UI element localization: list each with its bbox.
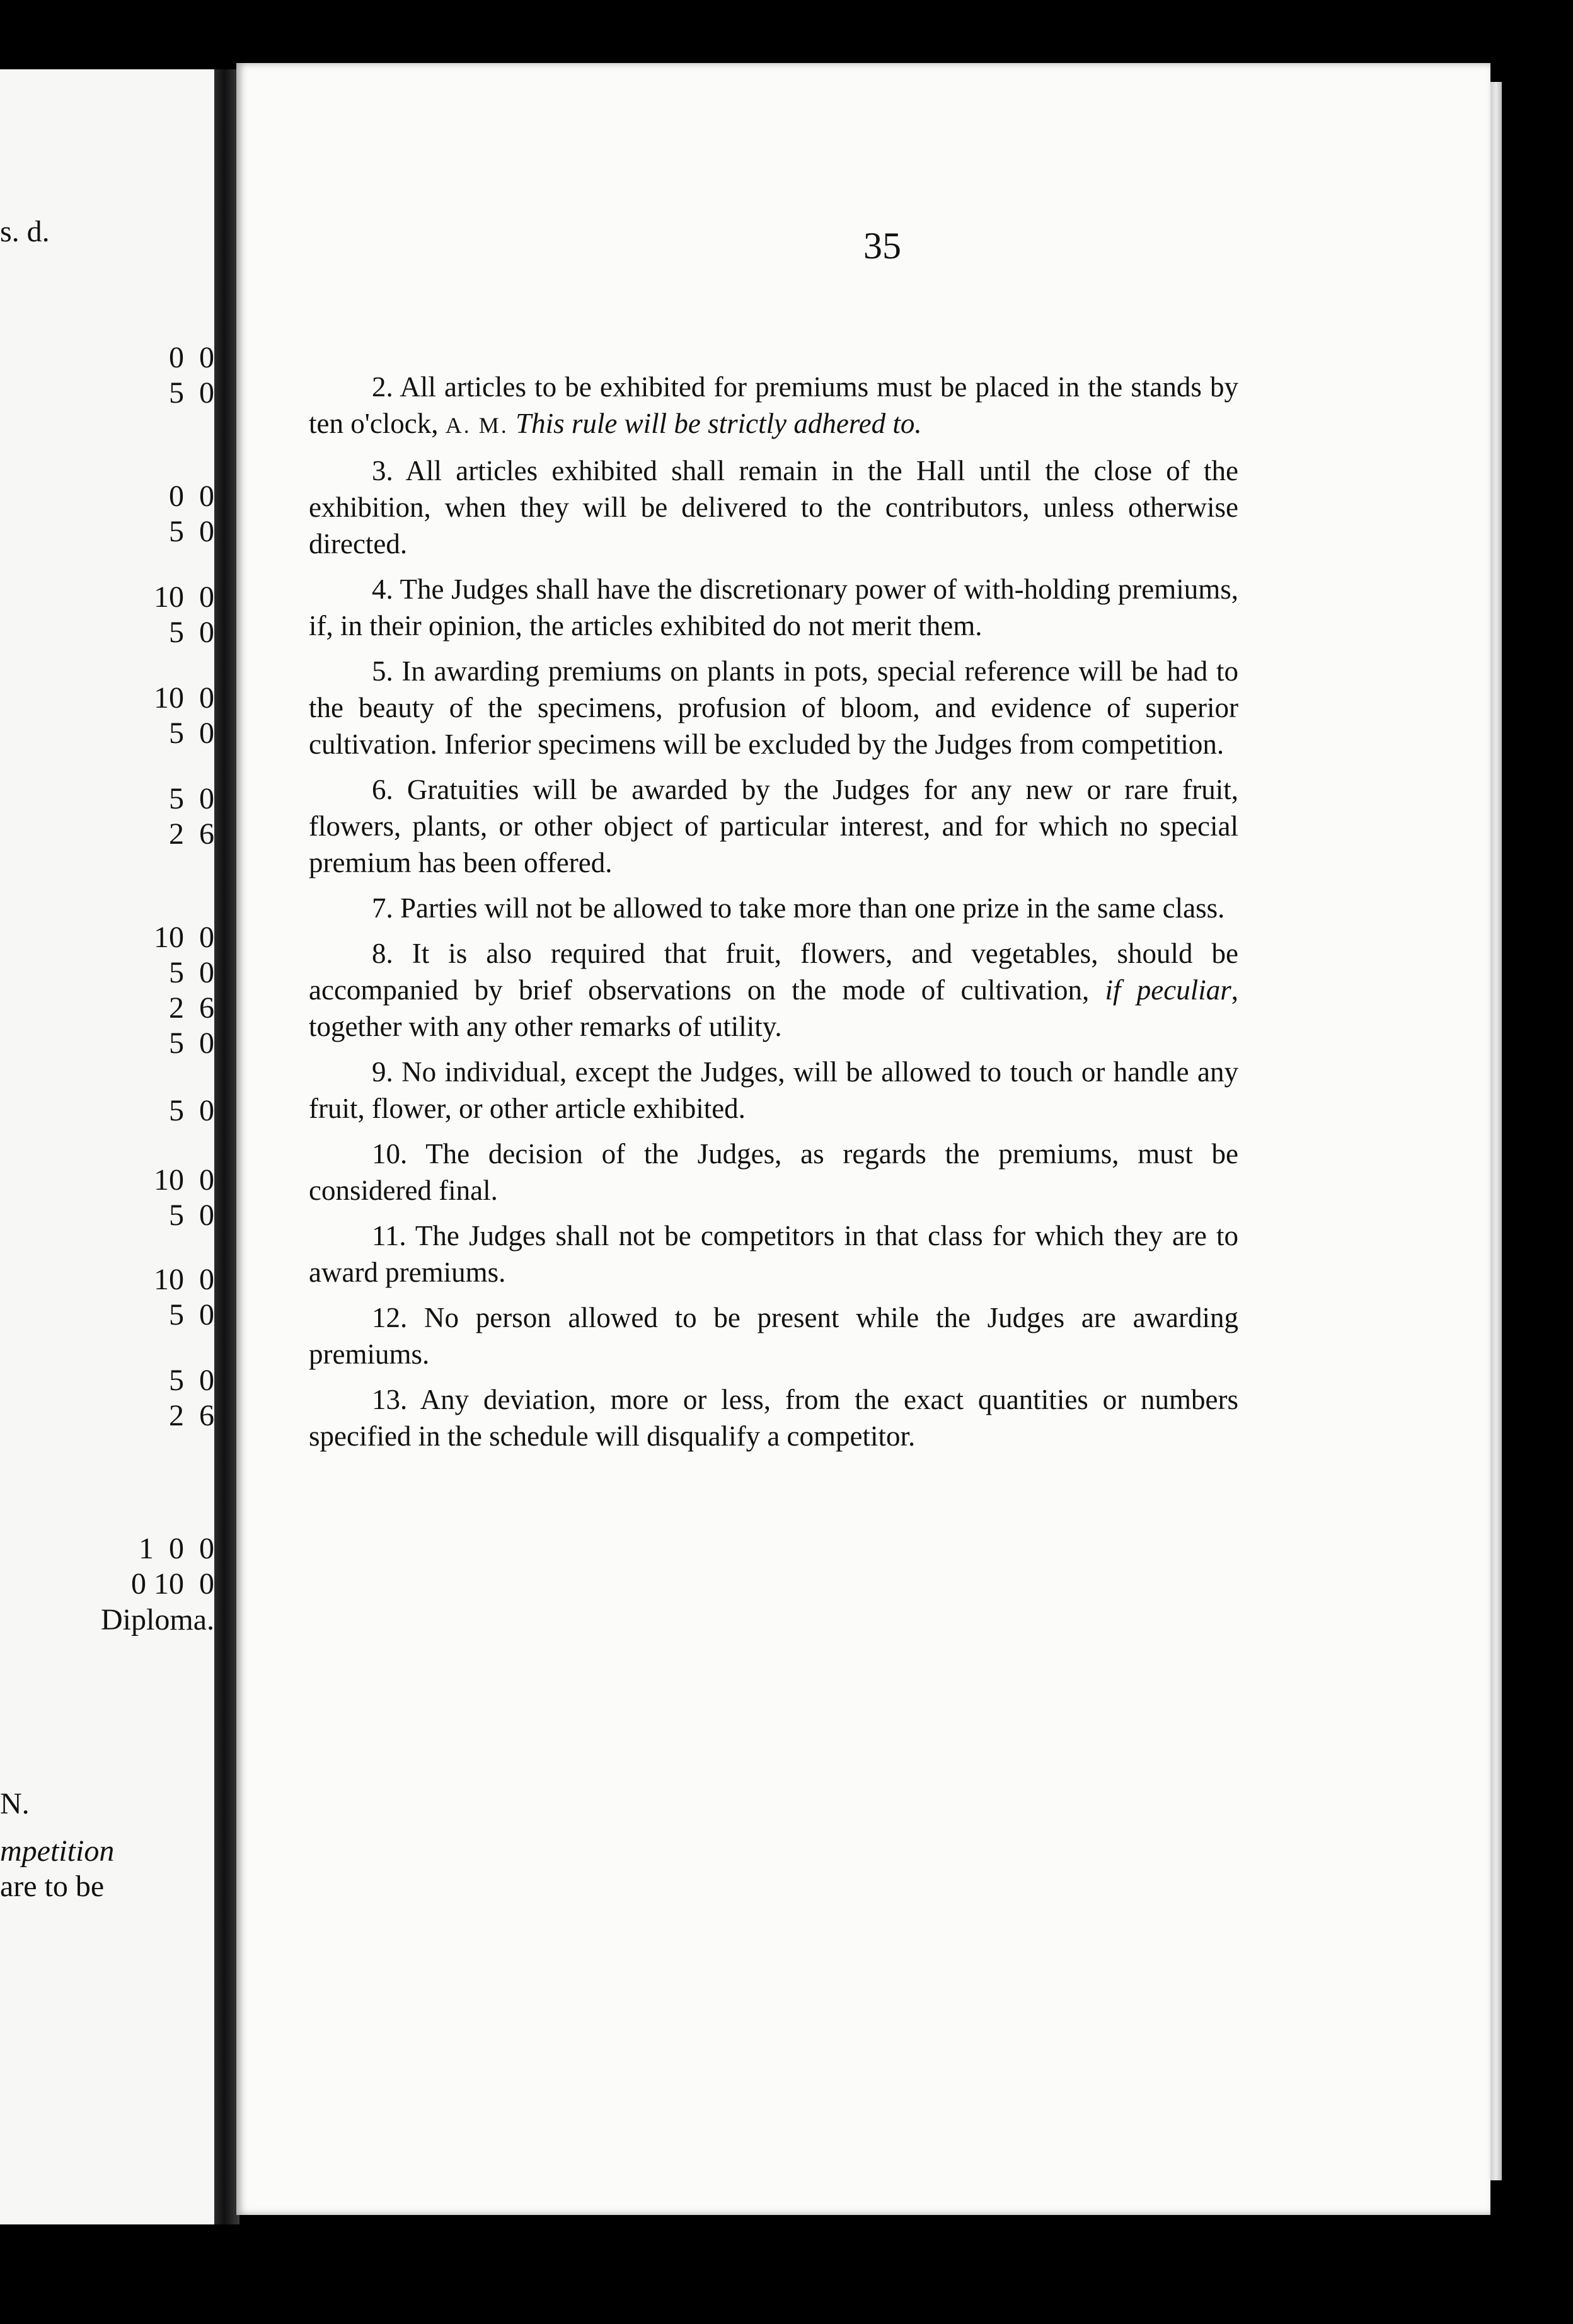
rule-5: [309, 653, 1238, 762]
rules-list: [309, 369, 1238, 1463]
rule-10: [309, 1136, 1238, 1209]
rule-text: 8. It is also required that fruit, flowers, and vegetables, should be accompanied by brief observations on the mode of cultivation,: [309, 938, 1238, 1006]
left-page-line: 5 0: [169, 956, 214, 989]
rule-italic: This rule will be strictly adhered to.: [516, 408, 922, 439]
rule-text: 4. The Judges shall have the discretionary power of with-holding premiums, if, in their opinion, the articles exhibited do not merit them.: [309, 573, 1238, 641]
rule-text: 12. No person allowed to be present while the Judges are awarding premiums.: [309, 1302, 1238, 1370]
rule-7: [309, 890, 1238, 926]
rule-6: [309, 771, 1238, 881]
rule-text: 9. No individual, except the Judges, will be allowed to touch or handle any fruit, flower, or other article exhibited.: [309, 1056, 1238, 1124]
rule-3: [309, 452, 1238, 562]
left-page-line: 5 0: [169, 1298, 214, 1332]
left-page-line: 10 0: [154, 1163, 214, 1197]
left-page-line: 10 0: [154, 921, 214, 954]
rule-12: [309, 1299, 1238, 1372]
left-page-line: mpetition: [0, 1834, 115, 1868]
left-page-line: 5 0: [169, 1199, 214, 1232]
left-page-line: 5 0: [169, 376, 214, 410]
rule-text: 13. Any deviation, more or less, from the exact quantities or numbers specified in the schedule will disqualify a competitor.: [309, 1384, 1238, 1452]
rule-text: 6. Gratuities will be awarded by the Judges for any new or rare fruit, flowers, plants, or other object of particular interest, and for which no special premium has been offered.: [309, 774, 1238, 878]
rule-italic: if peculiar: [1105, 974, 1231, 1006]
left-page-line: 5 0: [169, 1364, 214, 1397]
page-number: 35: [863, 225, 901, 267]
rule-text-after: , together with any other remarks of utility.: [309, 974, 1238, 1042]
left-page-line: 10 0: [154, 1263, 214, 1296]
left-page-line: 2 6: [169, 991, 214, 1025]
left-page-line: 5 0: [169, 1027, 214, 1060]
rule-text: 3. All articles exhibited shall remain in the Hall until the close of the exhibition, when they will be delivered to the contributors, unless otherwise directed.: [309, 455, 1238, 560]
rule-text: 11. The Judges shall not be competitors in that class for which they are to award premiums.: [309, 1220, 1238, 1288]
left-page-line: 10 0: [154, 681, 214, 715]
left-page-line: 5 0: [169, 616, 214, 649]
left-page-line: 10 0: [154, 580, 214, 614]
left-page-line: 0 10 0: [131, 1567, 214, 1601]
rule-8: [309, 935, 1238, 1045]
rule-text: 2. All articles to be exhibited for premiums must be placed in the stands by ten o'clock,: [309, 371, 1238, 439]
left-page-line: 1 0 0: [139, 1532, 214, 1565]
left-page-line: 5 0: [169, 782, 214, 815]
left-page-line: 5 0: [169, 716, 214, 750]
right-page: [236, 63, 1490, 2215]
rule-text: 5. In awarding premiums on plants in pots, special reference will be had to the beauty of the specimens, profusion of bloom, and evidence of superior cultivation. Inferior specimens will be excluded by the Judges from competition.: [309, 655, 1238, 760]
left-page-line: 5 0: [169, 1094, 214, 1127]
rule-13: [309, 1381, 1238, 1454]
left-page-line: are to be: [0, 1870, 105, 1903]
left-page-line: 0 0: [169, 480, 214, 513]
rule-text: 10. The decision of the Judges, as regards the premiums, must be considered final.: [309, 1138, 1238, 1206]
left-page-line: 0 0: [169, 341, 214, 374]
rule-11: [309, 1217, 1238, 1291]
left-page-line: Diploma.: [101, 1603, 214, 1637]
rule-4: [309, 571, 1238, 644]
left-page-fragment: [0, 69, 227, 2224]
rule-text: 7. Parties will not be allowed to take more than one prize in the same class.: [372, 892, 1225, 924]
left-page-line: 2 6: [169, 817, 214, 851]
rule-9: [309, 1054, 1238, 1127]
left-page-line: s. d.: [0, 215, 50, 248]
page-edge: [1490, 82, 1502, 2180]
book-gutter: [214, 69, 239, 2224]
left-page-line: 2 6: [169, 1399, 214, 1432]
rule-smallcaps: A. M.: [445, 413, 509, 438]
left-page-line: 5 0: [169, 515, 214, 548]
left-page-line: N.: [0, 1787, 30, 1821]
rule-2: [309, 369, 1238, 444]
